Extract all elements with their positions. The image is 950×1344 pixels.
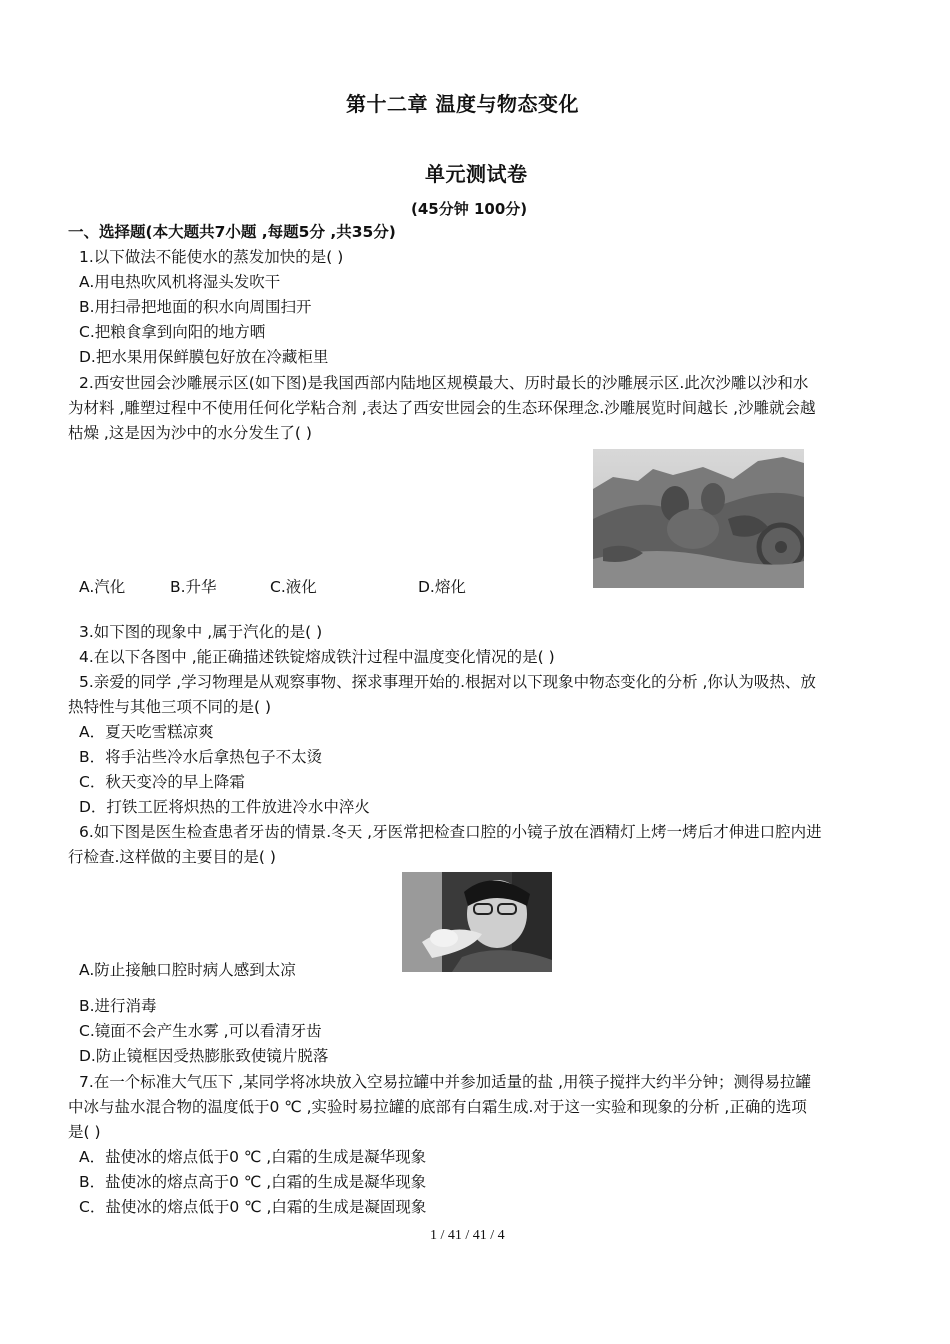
q4-stem: 4.在以下各图中 ,能正确描述铁锭熔成铁汁过程中温度变化情况的是( ): [79, 648, 555, 666]
q5-option-c: C．秋天变冷的早上降霜: [79, 773, 245, 791]
q2-option-a: A.汽化: [79, 578, 126, 596]
q6-option-a: A.防止接触口腔时病人感到太凉: [79, 961, 296, 979]
page-title: 第十二章 温度与物态变化: [346, 92, 579, 116]
dentist-exam-image: [402, 872, 552, 972]
q1-option-a: A.用电热吹风机将湿头发吹干: [79, 273, 281, 291]
q5-option-b: B．将手沾些冷水后拿热包子不太烫: [79, 748, 323, 766]
page-number: 1 / 41 / 41 / 4: [430, 1228, 505, 1243]
q6-option-b: B.进行消毒: [79, 997, 157, 1015]
q2-stem-line1: 2.西安世园会沙雕展示区(如下图)是我国西部内陆地区规模最大、历时最长的沙雕展示区.此次沙雕以沙和水: [79, 374, 809, 392]
q6-stem-line1: 6.如下图是医生检查患者牙齿的情景.冬天 ,牙医常把检查口腔的小镜子放在酒精灯上烤一烤后才伸进口腔内进: [79, 823, 822, 841]
q2-stem-line2: 为材料 ,雕塑过程中不使用任何化学粘合剂 ,表达了西安世园会的生态环保理念.沙雕展览时间越长 ,沙雕就会越: [68, 399, 816, 417]
q5-option-a: A．夏天吃雪糕凉爽: [79, 723, 214, 741]
q5-stem-line2: 热特性与其他三项不同的是( ): [68, 698, 272, 716]
q1-option-c: C.把粮食拿到向阳的地方晒: [79, 323, 266, 341]
q3-stem: 3.如下图的现象中 ,属于汽化的是( ): [79, 623, 323, 641]
q1-option-b: B.用扫帚把地面的积水向周围扫开: [79, 298, 312, 316]
q2-option-c: C.液化: [270, 578, 317, 596]
section-header: 一、选择题(本大题共7小题 ,每题5分 ,共35分): [68, 223, 396, 241]
q7-option-c: C．盐使冰的熔点低于0 ℃ ,白霜的生成是凝固现象: [79, 1198, 427, 1216]
q2-stem-line3: 枯燥 ,这是因为沙中的水分发生了( ): [68, 424, 312, 442]
q7-stem-line2: 中冰与盐水混合物的温度低于0 ℃ ,实验时易拉罐的底部有白霜生成.对于这一实验和现象的分析 ,正确的选项: [68, 1098, 807, 1116]
q7-stem-line3: 是( ): [68, 1123, 101, 1141]
q6-option-d: D.防止镜框因受热膨胀致使镜片脱落: [79, 1047, 329, 1065]
page-subtitle: 单元测试卷: [425, 162, 528, 186]
sand-sculpture-image: [593, 449, 804, 588]
q5-stem-line1: 5.亲爱的同学 ,学习物理是从观察事物、探求事理开始的.根据对以下现象中物态变化的分析 ,你认为吸热、放: [79, 673, 816, 691]
q1-option-d: D.把水果用保鲜膜包好放在冷藏柜里: [79, 348, 329, 366]
q2-option-d: D.熔化: [418, 578, 466, 596]
q1-stem: 1.以下做法不能使水的蒸发加快的是( ): [79, 248, 344, 266]
q7-option-a: A．盐使冰的熔点低于0 ℃ ,白霜的生成是凝华现象: [79, 1148, 427, 1166]
q6-option-c: C.镜面不会产生水雾 ,可以看清牙齿: [79, 1022, 322, 1040]
q2-option-b: B.升华: [170, 578, 217, 596]
exam-info: (45分钟 100分): [411, 200, 528, 218]
q6-stem-line2: 行检查.这样做的主要目的是( ): [68, 848, 276, 866]
q7-stem-line1: 7.在一个标准大气压下 ,某同学将冰块放入空易拉罐中并参加适量的盐 ,用筷子搅拌大约半分钟；测得易拉罐: [79, 1073, 811, 1091]
q7-option-b: B．盐使冰的熔点高于0 ℃ ,白霜的生成是凝华现象: [79, 1173, 427, 1191]
q5-option-d: D．打铁工匠将炽热的工件放进冷水中淬火: [79, 798, 370, 816]
